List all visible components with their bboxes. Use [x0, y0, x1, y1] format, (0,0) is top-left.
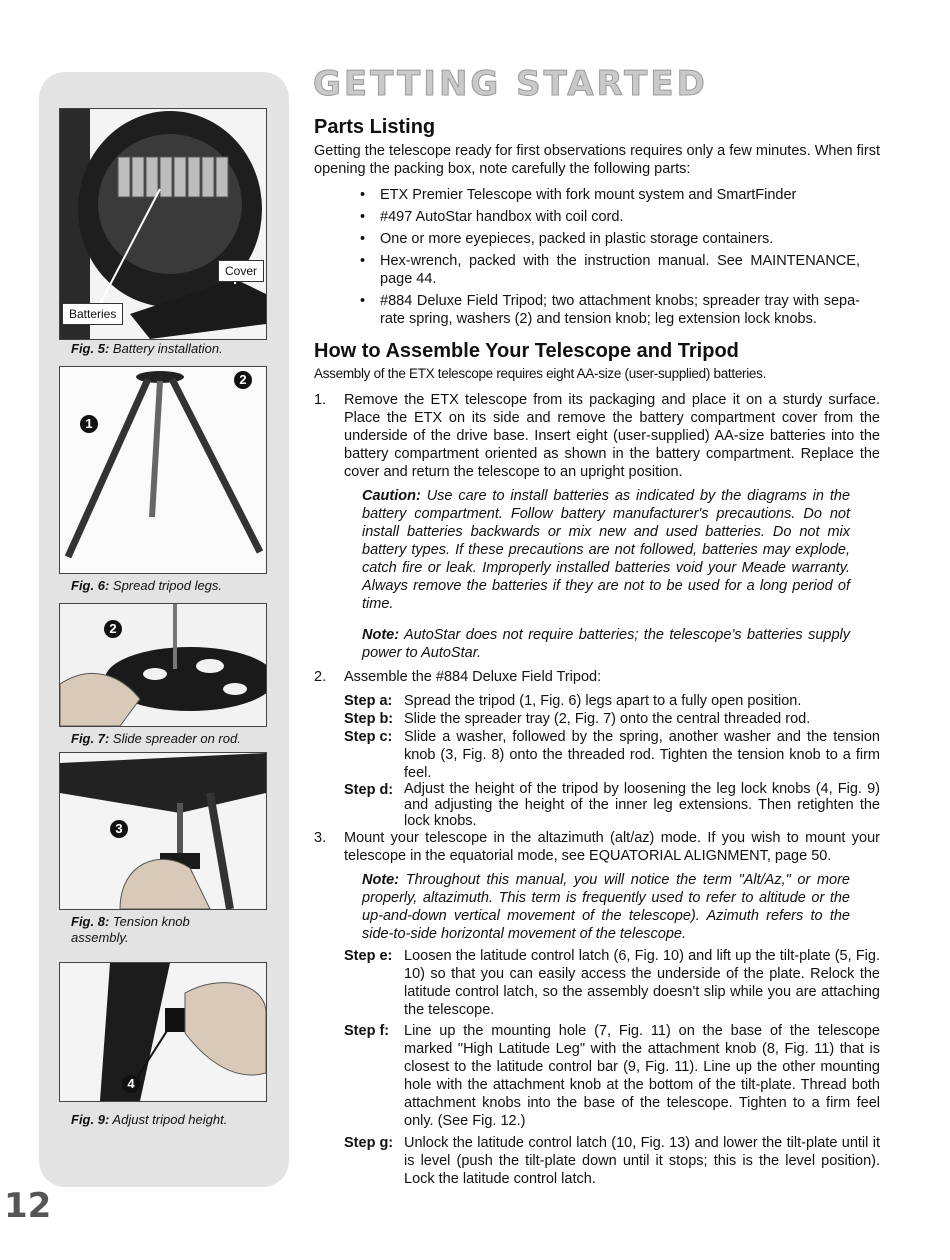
figure-6-caption: [71, 578, 271, 594]
tension-knob-illustration: [60, 753, 266, 909]
page-title: GETTING STARTED: [313, 64, 708, 104]
caption-text: Spread tripod legs.: [112, 578, 223, 593]
step-label: Step d:: [344, 782, 394, 798]
assemble-subheading: Assembly of the ETX telescope requires eight AA-size (user-supplied) batteries.: [314, 366, 767, 381]
step-text: Line up the mounting hole (7, Fig. 11) on the base of the telescope marked "High Latitude Leg" with the attachment knob (8, Fig. 11) that is closest to the latitude control bar (9, Fig. 11). Line up the other mounting hole with the attachment knob at the bottom of the tilt-plate. Thread both attachment knobs into the base of the telescope. Tighten to a firm feel only. (See Fig. 12.): [404, 1023, 880, 1129]
figure-label: Fig. 7:: [71, 731, 110, 746]
note-text: AutoStar does not require batteries; the telescope’s batteries supply power to AutoStar.: [362, 627, 850, 661]
step-text: Slide the spreader tray (2, Fig. 7) onto the central threaded rod.: [404, 711, 811, 727]
caption-text: Battery installation.: [112, 341, 223, 356]
marker-2: 2: [234, 371, 252, 389]
list-item-text: Hex-wrench, packed with the instruction manual. See MAINTENANCE, page 44.: [380, 253, 860, 287]
figure-9-caption: [71, 1112, 271, 1128]
figure-8-tension-knob-photo: [59, 752, 267, 910]
marker-4: 4: [122, 1075, 140, 1093]
spreader-illustration: [60, 604, 266, 726]
parts-intro: Getting the telescope ready for first observations requires only a few minutes. When first opening the packing box, note carefully the following parts:: [314, 143, 880, 177]
bullet: •: [360, 187, 366, 203]
list-item-text: #884 Deluxe Field Tripod; two attachment knobs; spreader tray with sepa-rate spring, washers (2) and tension knob; leg extension lock knobs.: [380, 293, 860, 327]
figure-6-tripod-photo: [59, 366, 267, 574]
step-label: Step c:: [344, 729, 393, 745]
parts-heading: Parts Listing: [314, 116, 436, 138]
assemble-heading: How to Assemble Your Telescope and Tripod: [314, 340, 739, 362]
marker-2: 2: [104, 620, 122, 638]
page-number: 12: [4, 1186, 52, 1226]
caption-text: Adjust tripod height.: [112, 1112, 228, 1127]
figure-8-caption: [71, 914, 221, 946]
step-3-text: Mount your telescope in the altazimuth (alt/az) mode. If you wish to mount your telescope in the equatorial mode, see EQUATORIAL ALIGNMENT, page 50.: [344, 830, 880, 864]
figure-7-spreader-photo: [59, 603, 267, 727]
caption-text: Tension knob assembly.: [71, 914, 190, 945]
step-label: Step b:: [344, 711, 394, 727]
marker-1: 1: [80, 415, 98, 433]
step-text: Loosen the latitude control latch (6, Fig. 10) and lift up the tilt-plate (5, Fig. 10) so that you can easily access the underside of the plate. Relock the latitude control latch, so the assembly doesn't slip while you are attaching the telescope.: [404, 948, 880, 1018]
autostar-note: [362, 626, 850, 662]
caution-note: [362, 487, 850, 613]
figure-5-caption: [71, 341, 271, 357]
figure-label: Fig. 9:: [71, 1112, 110, 1127]
figure-label: Fig. 6:: [71, 578, 110, 593]
step-1-number: 1.: [314, 392, 327, 408]
figure-label: Fig. 5:: [71, 341, 110, 356]
step-text: Adjust the height of the tripod by loosening the leg lock knobs (4, Fig. 9) and adjusting the height of the inner leg extensions. Then retighten the lock knobs.: [404, 781, 880, 829]
bullet: •: [360, 231, 366, 247]
figure-7-caption: [71, 731, 271, 747]
step-label: Step g:: [344, 1135, 394, 1151]
step-text: Spread the tripod (1, Fig. 6) legs apart to a fully open position.: [404, 693, 802, 709]
figure-label: Fig. 8:: [71, 914, 110, 929]
caution-text: Use care to install batteries as indicated by the diagrams in the battery compartment. Follow battery manufacturer's precautions. Do not install batteries backwards or mix new and used batteries. Do not mix battery types. If these precautions are not followed, batteries may explode, catch fire or leak. Improperly installed batteries void your Meade warranty. Always remove the batteries if they are not to be used for a long period of time.: [362, 488, 851, 612]
step-text: Slide a washer, followed by the spring, another washer and the tension knob (3, Fig. 8) onto the threaded rod. Tighten the tension knob to a firm feel.: [404, 729, 880, 781]
tripod-illustration: [60, 367, 266, 573]
note-text: Throughout this manual, you will notice the term "Alt/Az," or more properly, altazimuth. This term is frequently used to refer to altitude or the up-and-down vertical movement of the telescope). Azimuth refers to the side-to-side horizontal movement of the telescope.: [362, 872, 850, 942]
leg-lock-illustration: [60, 963, 266, 1101]
step-3-number: 3.: [314, 830, 327, 846]
bullet: •: [360, 253, 366, 269]
step-label: Step a:: [344, 693, 393, 709]
note-label: Note:: [362, 627, 400, 643]
altaz-note: [362, 871, 850, 943]
step-label: Step e:: [344, 948, 393, 964]
bullet: •: [360, 293, 366, 309]
step-label: Step f:: [344, 1023, 390, 1039]
caution-label: Caution:: [362, 488, 421, 504]
figure-9-leg-lock-photo: [59, 962, 267, 1102]
caption-text: Slide spreader on rod.: [112, 731, 241, 746]
list-item-text: #497 AutoStar handbox with coil cord.: [380, 209, 624, 225]
step-2-number: 2.: [314, 669, 327, 685]
list-item-text: One or more eyepieces, packed in plastic storage containers.: [380, 231, 774, 247]
bullet: •: [360, 209, 366, 225]
callout-cover: Cover: [218, 260, 264, 282]
step-2-text: Assemble the #884 Deluxe Field Tripod:: [344, 669, 602, 685]
note-label: Note:: [362, 872, 400, 888]
callout-batteries: Batteries: [62, 303, 123, 325]
step-text: Unlock the latitude control latch (10, Fig. 13) and lower the tilt-plate until it is level (push the tilt-plate down until it stops; this is the level position). Lock the latitude control latch.: [404, 1135, 880, 1187]
marker-3: 3: [110, 820, 128, 838]
step-1-text: Remove the ETX telescope from its packaging and place it on a sturdy surface. Place the ETX on its side and remove the battery compartment cover from the underside of the drive base. Insert eight (user-supplied) AA-size batteries into the battery compartment oriented as shown in the battery compartment. Replace the cover and return the telescope to an upright position.: [344, 392, 880, 480]
list-item-text: ETX Premier Telescope with fork mount system and SmartFinder: [380, 187, 797, 203]
